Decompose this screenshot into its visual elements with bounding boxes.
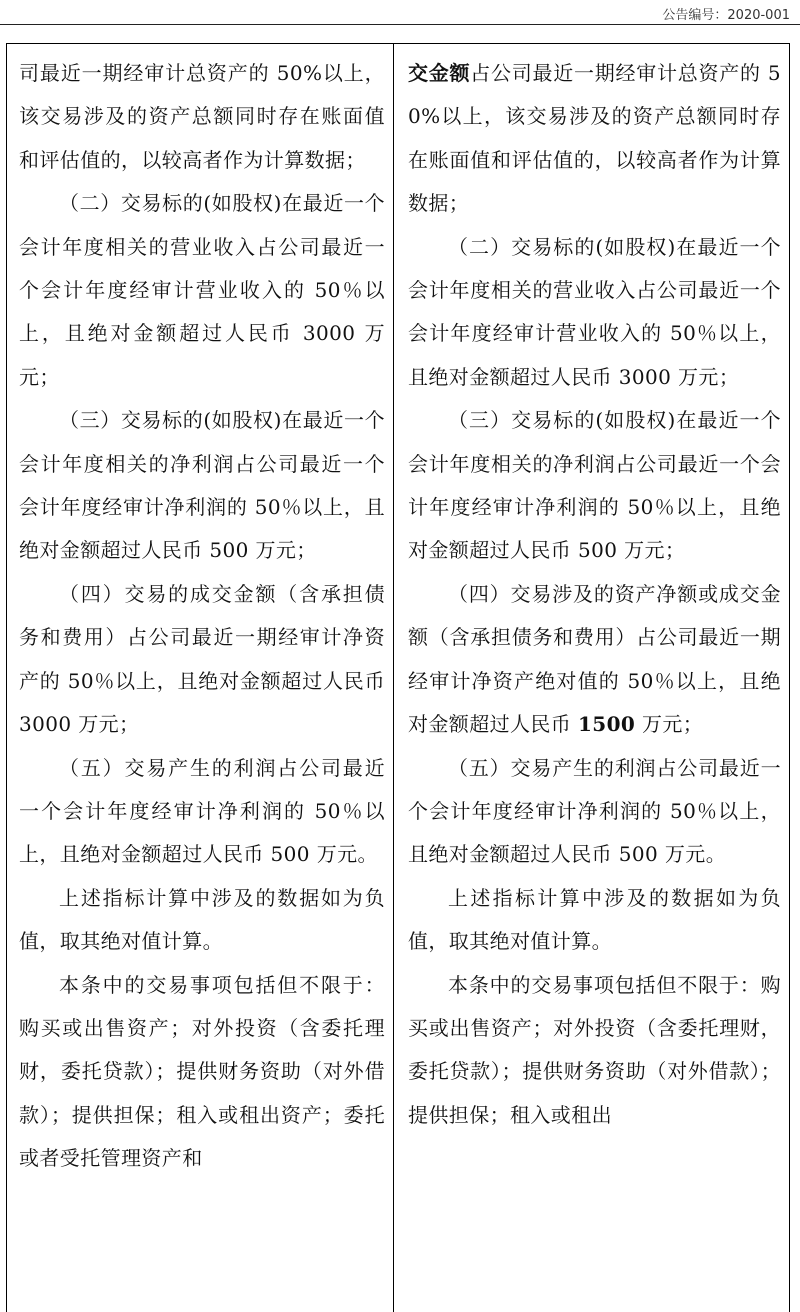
left-paragraph-1: 司最近一期经审计总资产的 50%以上，该交易涉及的资产总额同时存在账面值和评估值的，以较高者作为计算数据； [19,61,385,172]
left-paragraph-3: （三）交易标的(如股权)在最近一个会计年度相关的净利润占公司最近一个会计年度经审计净利润的 50％以上，且绝对金额超过人民币 500 万元； [19,408,385,563]
right-paragraph-1 [408,52,781,226]
right-paragraph-1-text: 占公司最近一期经审计总资产的 50%以上，该交易涉及的资产总额同时存在账面值和评估值的，以较高者作为计算数据； [408,61,782,216]
header-rule [0,24,800,25]
left-paragraph-2: （二）交易标的(如股权)在最近一个会计年度相关的营业收入占公司最近一个会计年度经审计营业收入的 50％以上，且绝对金额超过人民币 3000 万元； [19,191,385,389]
right-paragraph-4-after: 万元； [635,712,704,737]
bold-amount: 1500 [577,712,636,737]
right-paragraph-5: （五）交易产生的利润占公司最近一个会计年度经审计净利润的 50％以上，且绝对金额超过人民币 500 万元。 [408,755,781,867]
right-paragraph-3: （三）交易标的(如股权)在最近一个会计年度相关的净利润占公司最近一个会计年度经审计净利润的 50％以上，且绝对金额超过人民币 500 万元； [408,408,781,563]
left-paragraph-7: 本条中的交易事项包括但不限于：购买或出售资产；对外投资（含委托理财，委托贷款）；提供财务资助（对外借款）；提供担保；租入或租出资产；委托或者受托管理资产和 [19,972,385,1171]
bold-lead-text: 交金额 [408,61,471,85]
revised-text-column [394,44,789,1312]
left-paragraph-6: 上述指标计算中涉及的数据如为负值，取其绝对值计算。 [19,885,385,954]
page-header [0,0,800,26]
comparison-table [6,43,790,1312]
right-paragraph-4 [408,573,781,747]
left-paragraph-4: （四）交易的成交金额（含承担债务和费用）占公司最近一期经审计净资产的 50％以上，且绝对金额超过人民币 3000 万元； [19,581,385,737]
left-paragraph-5: （五）交易产生的利润占公司最近一个会计年度经审计净利润的 50％以上，且绝对金额超过人民币 500 万元。 [19,755,385,867]
right-paragraph-2: （二）交易标的(如股权)在最近一个会计年度相关的营业收入占公司最近一个会计年度经审计营业收入的 50％以上，且绝对金额超过人民币 3000 万元； [408,234,781,389]
right-paragraph-7: 本条中的交易事项包括但不限于：购买或出售资产；对外投资（含委托理财，委托贷款）；提供财务资助（对外借款）；提供担保；租入或租出 [408,972,781,1127]
right-paragraph-6: 上述指标计算中涉及的数据如为负值，取其绝对值计算。 [408,885,781,954]
notice-number: 公告编号：2020-001 [662,8,790,23]
right-paragraph-4-before: （四）交易涉及的资产净额或成交金额（含承担债务和费用）占公司最近一期经审计净资产绝对值的 50％以上，且绝对金额超过人民币 [408,581,781,737]
original-text-column [7,44,394,1312]
